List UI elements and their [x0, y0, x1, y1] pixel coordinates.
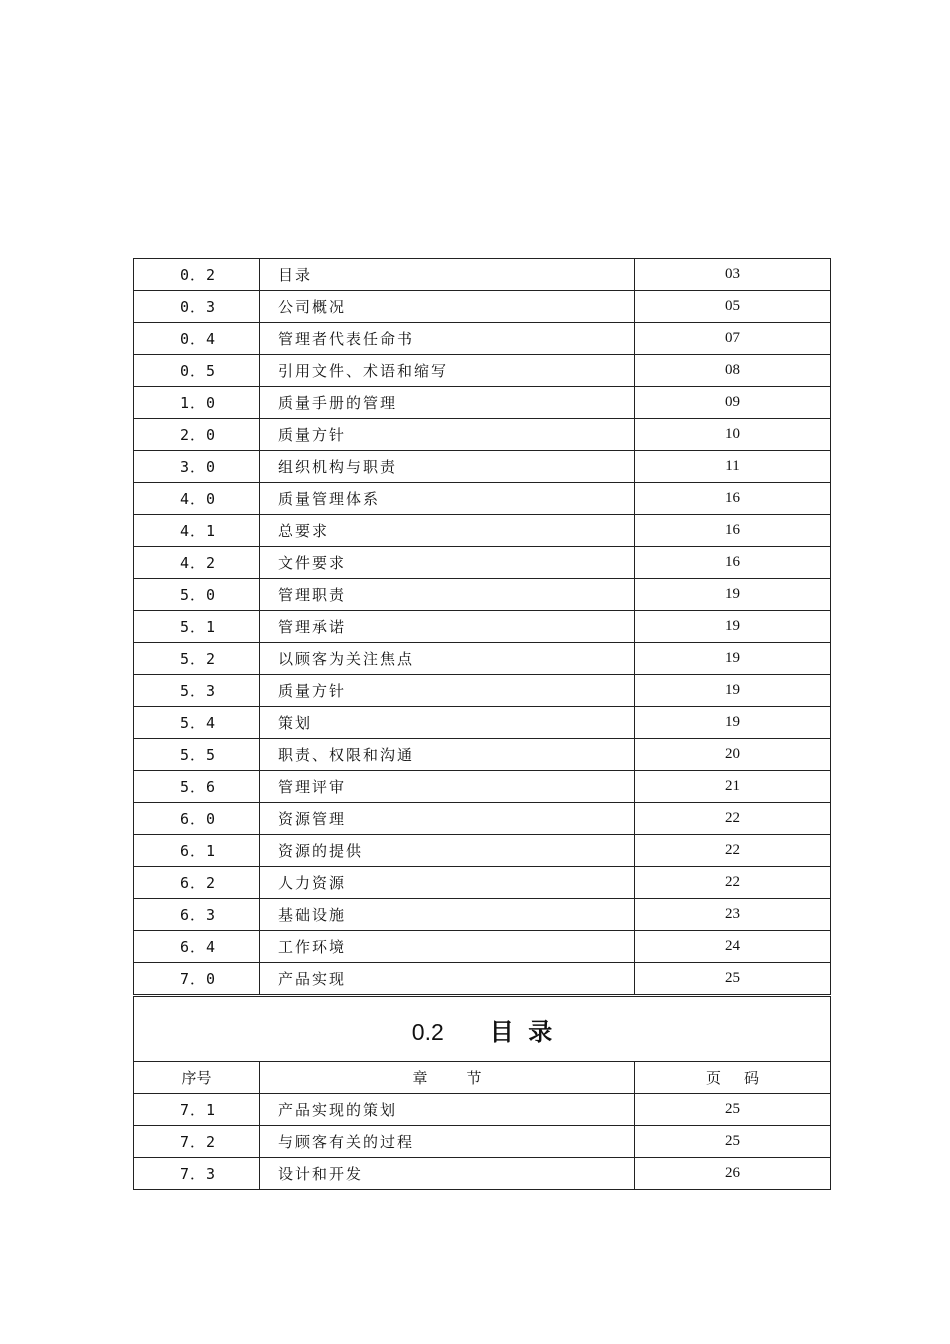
table-row	[134, 867, 831, 899]
row-number: 5．5	[134, 739, 260, 771]
row-page: 20	[635, 739, 831, 771]
row-page: 24	[635, 931, 831, 963]
row-title: 目录	[260, 259, 635, 291]
row-number: 5．1	[134, 611, 260, 643]
row-title: 质量管理体系	[260, 483, 635, 515]
row-page: 21	[635, 771, 831, 803]
row-page: 26	[635, 1158, 831, 1190]
table-row	[134, 579, 831, 611]
row-number: 7．2	[134, 1126, 260, 1158]
table-row	[134, 611, 831, 643]
row-title: 质量方针	[260, 419, 635, 451]
row-page: 16	[635, 547, 831, 579]
row-page: 22	[635, 803, 831, 835]
table-row	[134, 835, 831, 867]
row-title: 资源管理	[260, 803, 635, 835]
row-number: 0．2	[134, 259, 260, 291]
table-row	[134, 643, 831, 675]
row-number: 4．2	[134, 547, 260, 579]
row-title: 人力资源	[260, 867, 635, 899]
row-page: 16	[635, 483, 831, 515]
row-page: 19	[635, 579, 831, 611]
title-number: 0.2	[411, 1018, 444, 1045]
row-number: 3．0	[134, 451, 260, 483]
row-title: 公司概况	[260, 291, 635, 323]
row-number: 6．2	[134, 867, 260, 899]
row-page: 19	[635, 707, 831, 739]
row-page: 09	[635, 387, 831, 419]
page-title	[134, 996, 831, 1062]
row-page: 19	[635, 675, 831, 707]
table-row	[134, 739, 831, 771]
table-row	[134, 291, 831, 323]
table-row	[134, 707, 831, 739]
table-row	[134, 675, 831, 707]
row-number: 5．0	[134, 579, 260, 611]
table-row	[134, 963, 831, 996]
row-number: 6．1	[134, 835, 260, 867]
row-title: 产品实现	[260, 963, 635, 996]
column-header-seq: 序号	[134, 1062, 260, 1094]
table-row	[134, 803, 831, 835]
row-page: 07	[635, 323, 831, 355]
row-page: 25	[635, 1126, 831, 1158]
row-page: 22	[635, 835, 831, 867]
heading-row	[134, 996, 831, 1062]
row-title: 工作环境	[260, 931, 635, 963]
row-page: 25	[635, 1094, 831, 1126]
column-header-page: 页 码	[635, 1062, 831, 1094]
column-header-row	[134, 1062, 831, 1094]
toc-bottom-body	[134, 1094, 831, 1190]
row-title: 文件要求	[260, 547, 635, 579]
row-number: 0．5	[134, 355, 260, 387]
row-page: 11	[635, 451, 831, 483]
row-title: 与顾客有关的过程	[260, 1126, 635, 1158]
row-title: 策划	[260, 707, 635, 739]
row-title: 设计和开发	[260, 1158, 635, 1190]
row-number: 0．4	[134, 323, 260, 355]
toc-heading-body	[134, 996, 831, 1094]
row-number: 7．1	[134, 1094, 260, 1126]
row-number: 6．3	[134, 899, 260, 931]
row-number: 5．2	[134, 643, 260, 675]
row-number: 5．6	[134, 771, 260, 803]
row-title: 管理评审	[260, 771, 635, 803]
row-title: 管理职责	[260, 579, 635, 611]
row-title: 管理承诺	[260, 611, 635, 643]
row-page: 19	[635, 643, 831, 675]
row-title: 管理者代表任命书	[260, 323, 635, 355]
table-row	[134, 387, 831, 419]
table-row	[134, 419, 831, 451]
table-row	[134, 1094, 831, 1126]
row-page: 19	[635, 611, 831, 643]
row-number: 7．3	[134, 1158, 260, 1190]
table-row	[134, 355, 831, 387]
table-row	[134, 771, 831, 803]
table-row	[134, 931, 831, 963]
row-title: 质量方针	[260, 675, 635, 707]
row-page: 25	[635, 963, 831, 996]
row-title: 资源的提供	[260, 835, 635, 867]
row-page: 03	[635, 259, 831, 291]
title-text: 目 录	[489, 1017, 553, 1046]
row-title: 基础设施	[260, 899, 635, 931]
row-page: 10	[635, 419, 831, 451]
table-row	[134, 1126, 831, 1158]
row-number: 0．3	[134, 291, 260, 323]
table-row	[134, 547, 831, 579]
row-title: 以顾客为关注焦点	[260, 643, 635, 675]
row-number: 7．0	[134, 963, 260, 996]
row-page: 22	[635, 867, 831, 899]
table-row	[134, 259, 831, 291]
toc-table	[133, 258, 831, 1190]
row-number: 6．0	[134, 803, 260, 835]
row-page: 05	[635, 291, 831, 323]
row-title: 质量手册的管理	[260, 387, 635, 419]
table-row	[134, 899, 831, 931]
row-number: 6．4	[134, 931, 260, 963]
row-number: 2．0	[134, 419, 260, 451]
table-row	[134, 483, 831, 515]
row-title: 产品实现的策划	[260, 1094, 635, 1126]
row-page: 23	[635, 899, 831, 931]
row-number: 5．4	[134, 707, 260, 739]
column-header-chapter: 章 节	[260, 1062, 635, 1094]
row-number: 4．0	[134, 483, 260, 515]
row-title: 总要求	[260, 515, 635, 547]
row-title: 职责、权限和沟通	[260, 739, 635, 771]
table-row	[134, 1158, 831, 1190]
row-number: 1．0	[134, 387, 260, 419]
row-number: 4．1	[134, 515, 260, 547]
row-page: 08	[635, 355, 831, 387]
row-title: 引用文件、术语和缩写	[260, 355, 635, 387]
table-row	[134, 323, 831, 355]
row-page: 16	[635, 515, 831, 547]
row-title: 组织机构与职责	[260, 451, 635, 483]
table-row	[134, 451, 831, 483]
toc-top-body	[134, 259, 831, 996]
table-row	[134, 515, 831, 547]
row-number: 5．3	[134, 675, 260, 707]
